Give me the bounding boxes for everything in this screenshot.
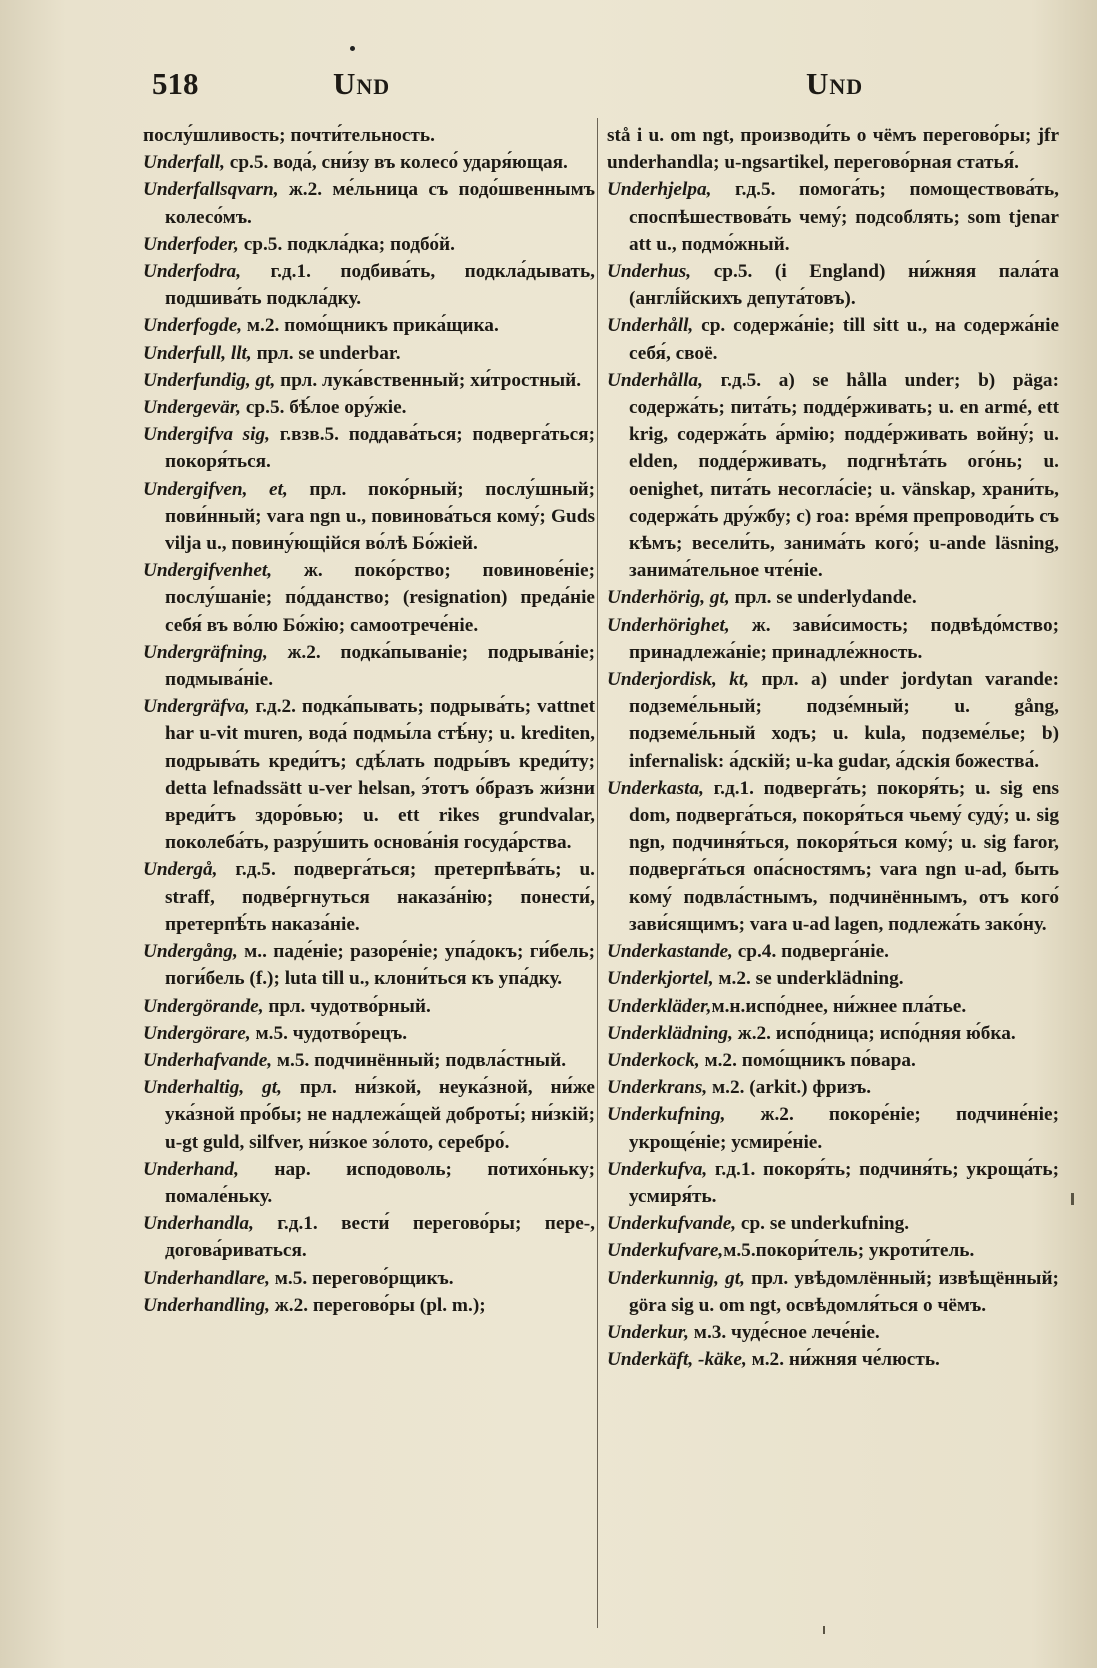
entry-definition: ж.2. перегово́ры (pl. m.);: [269, 1294, 486, 1316]
dictionary-entry: [607, 258, 1059, 312]
dictionary-entry: [607, 775, 1059, 938]
dictionary-entry: [143, 639, 595, 693]
dictionary-entry: [607, 1047, 1059, 1074]
dictionary-entry: [607, 938, 1059, 965]
entry-definition: ср.5. вода́, сни́зу въ колесо́ ударя́ющая.: [224, 152, 568, 174]
entry-definition: ср.5. бѣ́лое ору́жіе.: [241, 397, 407, 419]
entry-headword: Underhafvande,: [143, 1049, 273, 1071]
dictionary-entry: [607, 122, 1059, 176]
dictionary-entry: [607, 1319, 1059, 1346]
dictionary-entry: [607, 666, 1059, 775]
entry-definition: прл. чудотво́рный.: [263, 995, 431, 1017]
dictionary-entry: [607, 1074, 1059, 1101]
dictionary-entry: [143, 938, 595, 992]
dictionary-entry: [607, 612, 1059, 666]
entry-definition: г.д.1. подверга́ть; покоря́ть; u. sig ens dom, подверга́ться, покоря́ться чьему́ суду́; u. sig ngn, подчиня́ться, покоря́ться кому́; u. sig faror, подверга́ться опа́сностямъ; vara ngn u-ad, быть кому́ подвла́стнымъ, подчинённымъ, отъ кого́ зави́сящимъ; vara u-ad lagen, подлежа́ть зако́ну.: [629, 777, 1059, 935]
entry-headword: Underhandling,: [143, 1294, 270, 1316]
entry-definition: г.д.1. вести́ перегово́ры; пере-, догова́риваться.: [165, 1213, 595, 1262]
entry-definition: нар. исподоволь; потихо́ньку; помале́ньку.: [165, 1158, 595, 1207]
entry-headword: Undergräfning,: [143, 641, 268, 663]
entry-definition: м.5. чудотво́рецъ.: [250, 1022, 408, 1044]
entry-definition: м.н.испо́днее, ни́жнее пла́тье.: [711, 995, 967, 1017]
dictionary-entry: [143, 993, 595, 1020]
entry-headword: Underhörig, gt,: [607, 587, 730, 609]
dictionary-entry: [143, 1210, 595, 1264]
entry-headword: Underhandlare,: [143, 1267, 270, 1289]
entry-definition: прл. a) under jordytan varande: подземе́льный; подзе́мный; u. gång, подземе́льный ходъ; u. kula, подземе́лье; b) infernalisk: а́дскій; u-ka gudar, а́дскія божества́.: [629, 669, 1060, 772]
dictionary-entry: [607, 1156, 1059, 1210]
entry-headword: Underhjelpa,: [607, 179, 712, 201]
entry-definition: г.д.5. помога́ть; помоществова́ть, споспѣшествова́ть чему́; подсоблять; som tjenar att u., подмо́жный.: [629, 179, 1059, 255]
entry-definition: м.5. подчинённый; подвла́стный.: [272, 1049, 567, 1071]
running-head-left: Und: [333, 66, 391, 101]
dictionary-entry: [143, 557, 595, 639]
ink-dot: [350, 46, 355, 51]
dictionary-entry: [607, 1237, 1059, 1264]
margin-mark: [823, 1626, 825, 1634]
dictionary-entry: [607, 1101, 1059, 1155]
entry-headword: Underhaltig, gt,: [143, 1077, 282, 1099]
entry-definition: ср. se underkufning.: [736, 1213, 910, 1235]
dictionary-entry: [143, 421, 595, 475]
entry-definition: м.3. чуде́сное лече́ніе.: [688, 1321, 880, 1343]
entry-headword: Underhandla,: [143, 1213, 254, 1235]
entry-definition: г.д.1. покоря́ть; подчиня́ть; укроща́ть; усмиря́ть.: [629, 1158, 1059, 1207]
dictionary-entry: [143, 394, 595, 421]
entry-headword: Underfundig, gt,: [143, 369, 276, 391]
entry-headword: Underfallsqvarn,: [143, 179, 279, 201]
entry-definition: ж. зави́симость; подвѣдо́мство; принадлежа́ніе; принадле́жность.: [629, 614, 1059, 663]
entry-definition: г.д.1. подбива́ть, подкла́дывать, подшива́ть подкла́дку.: [165, 261, 595, 310]
entry-headword: Undergräfva,: [143, 696, 250, 718]
entry-definition: прл. лука́вственный; хи́тростный.: [275, 369, 582, 391]
running-head-right: Und: [806, 66, 864, 101]
entry-headword: Underjordisk, kt,: [607, 669, 750, 691]
dictionary-entry: [607, 993, 1059, 1020]
entry-definition: г.взв.5. поддава́ться; подверга́ться; покоря́ться.: [165, 424, 596, 473]
entry-headword: Underkastande,: [607, 941, 733, 963]
entry-definition: м.2. ни́жняя че́люсть.: [746, 1349, 940, 1371]
entry-headword: Underfull, llt,: [143, 342, 252, 364]
dictionary-entry: [143, 1074, 595, 1156]
entry-definition: м.. паде́ніе; разоре́ніе; упа́докъ; ги́бель; поги́бель (f.); luta till u., клони́ться къ упа́дку.: [165, 941, 595, 990]
entry-headword: Undergevär,: [143, 397, 242, 419]
dictionary-entry: [143, 693, 595, 856]
dictionary-entry: [607, 1265, 1059, 1319]
dictionary-entry: [143, 258, 595, 312]
entry-definition: прл. поко́рный; послу́шный; пови́нный; vara ngn u., повинова́ться кому́; Guds vilja u., повину́ющійся во́лѣ Бо́жіей.: [165, 478, 595, 555]
dictionary-entry: [143, 1047, 595, 1074]
dictionary-entry: [607, 367, 1059, 585]
dictionary-entry: [607, 176, 1059, 258]
entry-definition: ж.2. испо́дница; испо́дняя ю́бка.: [732, 1022, 1016, 1044]
entry-definition: прл. se underlydande.: [729, 587, 917, 609]
dictionary-entry: [143, 149, 595, 176]
entry-headword: Underfodra,: [143, 261, 242, 283]
margin-mark: [1071, 1193, 1074, 1205]
entry-headword: Underkock,: [607, 1049, 700, 1071]
entry-definition: ср. содержа́ніе; till sitt u., на содержа́ніе себя́, своё.: [629, 315, 1059, 364]
entry-definition: ж. поко́рство; повинове́ніе; послу́шаніе; по́дданство; (resignation) преда́ніе себя́ въ во́лю Бо́жію; самоотрече́ніе.: [165, 560, 595, 636]
entry-headword: Underkunnig, gt,: [607, 1267, 745, 1289]
entry-headword: Underkläder,: [607, 995, 712, 1017]
dictionary-entry: [143, 856, 595, 938]
dictionary-entry: [143, 1292, 595, 1319]
entry-headword: Underhålla,: [607, 369, 703, 391]
entry-definition: ж.2. ме́льница съ подо́швеннымъ колесо́мъ.: [165, 179, 595, 228]
entry-definition: stå i u. om ngt, производи́ть о чёмъ перегово́ры; jfr underhandla; u-ngsartikel, перегово́рная статья́.: [607, 125, 1059, 174]
dictionary-entry: [607, 965, 1059, 992]
entry-definition: ср.5. подкла́дка; подбо́й.: [238, 233, 455, 255]
dictionary-entry: [607, 1020, 1059, 1047]
dictionary-entry: [143, 1265, 595, 1292]
dictionary-entry: [143, 1156, 595, 1210]
entry-definition: г.д.2. подка́пывать; подрыва́ть; vattnet har u-vit muren, вода́ подмы́ла стѣ́ну; u. krediten, подрыва́ть креди́тъ; сдѣ́лать подры́въ креди́ту; detta lefnadssätt u-ver helsan, э́тотъ о́бразъ жи́зни вреди́тъ здоро́вью; u. ett rikes grundvalar, поколеба́ть, разру́шить основа́нія госуда́рства.: [165, 696, 595, 854]
dictionary-entry: [143, 476, 595, 558]
entry-headword: Underfogde,: [143, 315, 243, 337]
entry-definition: г.д.5. a) se hålla under; b) päga: содержа́ть; пита́ть; подде́рживать; u. en armé, ett krig, содержа́ть а́рмію; подде́рживать войну́; u. elden, подде́рживать, подгнѣта́ть ого́нь; u. oenighet, пита́ть несогла́сіе; u. vänskap, храни́ть, содержа́ть дру́жбу; c) roa: вре́мя препроводи́ть съ кѣмъ; весели́ть, занима́ть кого́; u-ande läsning, занима́тельное чте́ніе.: [629, 369, 1059, 582]
column-divider: [597, 118, 598, 1628]
entry-definition: м.2. se underklädning.: [713, 968, 904, 990]
dictionary-entry: [143, 176, 595, 230]
entry-definition: м.5.покори́тель; укроти́тель.: [723, 1240, 975, 1262]
entry-definition: ж.2. покоре́ніе; подчине́ніе; укроще́ніе; усмире́ніе.: [629, 1104, 1059, 1153]
entry-headword: Underkäft, -käke,: [607, 1349, 747, 1371]
entry-definition: м.5. перегово́рщикъ.: [269, 1267, 454, 1289]
entry-headword: Underfoder,: [143, 233, 239, 255]
entry-headword: Undergifvenhet,: [143, 560, 273, 582]
entry-headword: Underfall,: [143, 152, 225, 174]
entry-definition: ср.4. подверга́ніе.: [732, 941, 889, 963]
dictionary-entry: [143, 231, 595, 258]
entry-headword: Underklädning,: [607, 1022, 733, 1044]
dictionary-entry: [143, 1020, 595, 1047]
entry-headword: Undergång,: [143, 941, 238, 963]
entry-definition: ср.5. (i England) ни́жняя пала́та (англі́йскихъ депута́товъ).: [629, 261, 1059, 310]
entry-headword: Undergå,: [143, 859, 218, 881]
dictionary-entry: [607, 584, 1059, 611]
entry-definition: ж.2. подка́пываніе; подрыва́ніе; подмыва́ніе.: [165, 641, 595, 691]
entry-headword: Underkufvande,: [607, 1213, 737, 1235]
entry-definition: прл. se underbar.: [251, 342, 401, 364]
entry-definition: послу́шливость; почти́тельность.: [143, 125, 435, 146]
right-column: [607, 122, 1059, 1373]
entry-headword: Underkasta,: [607, 777, 704, 799]
entry-headword: Underkjortel,: [607, 968, 714, 990]
entry-headword: Undergörare,: [143, 1022, 251, 1044]
entry-definition: г.д.5. подверга́ться; претерпѣва́ть; u. straff, подве́ргнуться наказа́нію; понести́, претерпѣ́ть наказа́ніе.: [165, 859, 595, 935]
left-column: [143, 122, 595, 1319]
entry-headword: Undergörande,: [143, 995, 264, 1017]
entry-headword: Underkrans,: [607, 1077, 708, 1099]
entry-headword: Underkufva,: [607, 1158, 708, 1180]
entry-headword: Underhand,: [143, 1158, 239, 1180]
page-header: [0, 66, 1097, 106]
entry-headword: Undergifva sig,: [143, 424, 271, 446]
entry-headword: Undergifven, et,: [143, 478, 288, 500]
entry-headword: Underhåll,: [607, 315, 694, 337]
entry-definition: м.2. помо́щникъ прика́щика.: [242, 315, 499, 337]
dictionary-entry: [607, 1210, 1059, 1237]
dictionary-entry: [607, 1346, 1059, 1373]
dictionary-entry: [607, 312, 1059, 366]
entry-definition: м.2. (arkit.) фризъ.: [707, 1077, 872, 1099]
entry-headword: Underkur,: [607, 1321, 689, 1343]
dictionary-entry: [143, 367, 595, 394]
dictionary-entry: [143, 122, 595, 149]
entry-headword: Underkufning,: [607, 1104, 726, 1126]
entry-headword: Underkufvare,: [607, 1240, 724, 1262]
entry-definition: прл. увѣдомлённый; извѣщённый; göra sig u. om ngt, освѣдомля́ться о чёмъ.: [629, 1267, 1059, 1316]
dictionary-entry: [143, 340, 595, 367]
page-number: 518: [152, 66, 199, 101]
dictionary-entry: [143, 312, 595, 339]
entry-headword: Underhörighet,: [607, 614, 730, 636]
entry-definition: прл. ни́зкой, неука́зной, ни́же ука́зной про́бы; не надлежа́щей доброты́; ни́зкій; u-gt guld, silfver, ни́зкое зо́лото, серебро́.: [165, 1077, 595, 1153]
entry-headword: Underhus,: [607, 261, 692, 283]
entry-definition: м.2. помо́щникъ по́вара.: [699, 1049, 916, 1071]
